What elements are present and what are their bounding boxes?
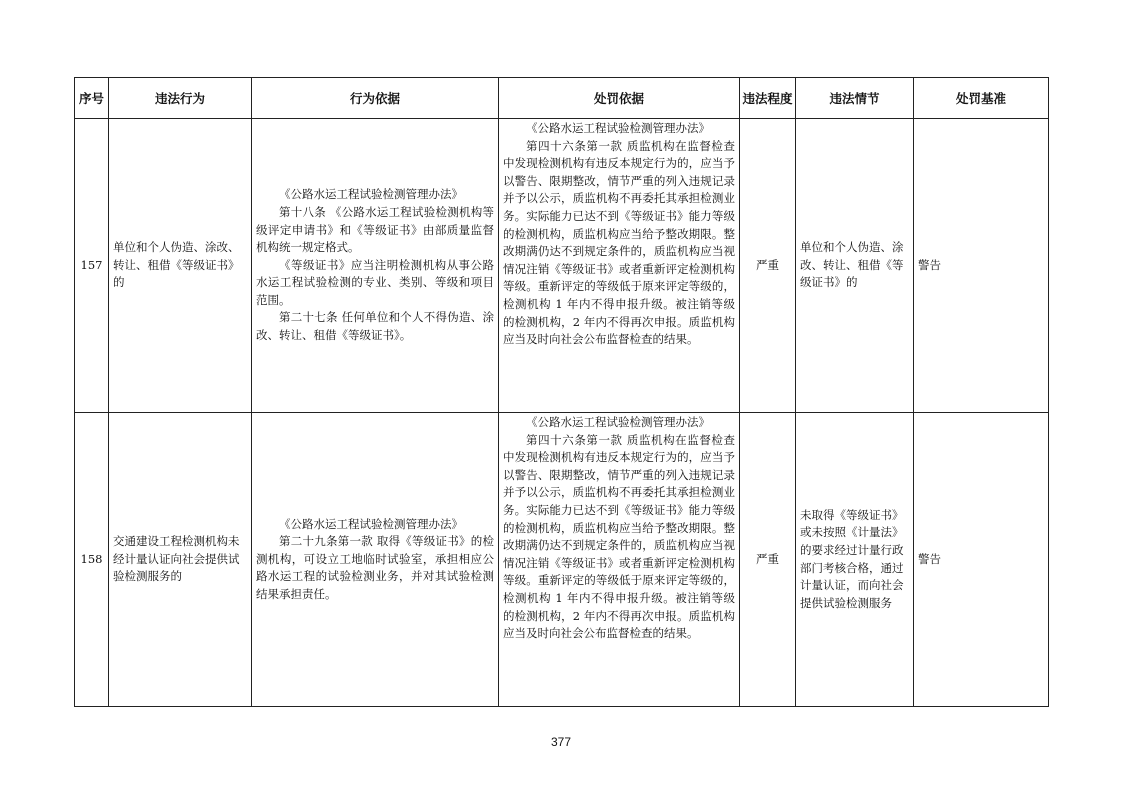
basis-paragraph: 第二十九条第一款 取得《等级证书》的检测机构，可设立工地临时试验室，承担相应公路水运工程的试验检测业务，并对其试验检测结果承担责任。	[256, 534, 494, 601]
row-number: 157	[75, 119, 109, 413]
act-basis	[252, 119, 499, 413]
table-header-row	[75, 78, 1049, 119]
penalty-basis	[499, 413, 740, 707]
basis-paragraph: 《公路水运工程试验检测管理办法》	[279, 187, 463, 202]
violation-circumstance: 未取得《等级证书》或未按照《计量法》的要求经过计量行政部门考核合格，通过计量认证，而向社会提供试验检测服务	[796, 413, 914, 707]
table-row	[75, 413, 1049, 707]
header-no: 序号	[75, 78, 109, 119]
header-violation-circumstance: 违法情节	[796, 78, 914, 119]
penalty-standard: 警告	[914, 119, 1049, 413]
act-basis	[252, 413, 499, 707]
penalty-paragraph: 《公路水运工程试验检测管理办法》	[526, 121, 710, 135]
violation-circumstance: 单位和个人伪造、涂改、转让、租借《等级证书》的	[796, 119, 914, 413]
penalty-basis	[499, 119, 740, 413]
header-act-basis: 行为依据	[252, 78, 499, 119]
violation-degree: 严重	[740, 413, 796, 707]
penalty-paragraph: 《公路水运工程试验检测管理办法》	[526, 415, 710, 429]
basis-paragraph: 第十八条 《公路水运工程试验检测机构等级评定申请书》和《等级证书》由部质量监督机构统一规定格式。	[256, 204, 494, 255]
page-number: 377	[550, 735, 572, 749]
table-row	[75, 119, 1049, 413]
row-number: 158	[75, 413, 109, 707]
basis-paragraph: 第二十七条 任何单位和个人不得伪造、涂改、转让、租借《等级证书》。	[256, 310, 494, 343]
violation-act: 交通建设工程检测机构未经计量认证向社会提供试验检测服务的	[109, 413, 252, 707]
penalty-paragraph: 第四十六条第一款 质监机构在监督检查中发现检测机构有违反本规定行为的，应当予以警告、限期整改，情节严重的列入违规记录并予以公示，质监机构不再委托其承担检测业务。实际能力已达不到《等级证书》能力等级的检测机构，质监机构应当给予整改期限。整改期满仍达不到规定条件的，质监机构应当视情况注销《等级证书》或者重新评定检测机构等级。重新评定的等级低于原来评定等级的，检测机构 1 年内不得申报升级。被注销等级的检测机构，2 年内不得再次申报。质监机构应当及时向社会公布监督检查的结果。	[503, 138, 735, 347]
basis-paragraph: 《等级证书》应当注明检测机构从事公路水运工程试验检测的专业、类别、等级和项目范围。	[256, 257, 494, 307]
header-penalty-standard: 处罚基准	[914, 78, 1049, 119]
penalty-standard: 警告	[914, 413, 1049, 707]
violation-degree: 严重	[740, 119, 796, 413]
header-violation-act: 违法行为	[109, 78, 252, 119]
header-violation-degree: 违法程度	[740, 78, 796, 119]
regulation-table	[74, 77, 1049, 707]
penalty-paragraph: 第四十六条第一款 质监机构在监督检查中发现检测机构有违反本规定行为的，应当予以警告、限期整改，情节严重的列入违规记录并予以公示，质监机构不再委托其承担检测业务。实际能力已达不到《等级证书》能力等级的检测机构，质监机构应当给予整改期限。整改期满仍达不到规定条件的，质监机构应当视情况注销《等级证书》或者重新评定检测机构等级。重新评定的等级低于原来评定等级的，检测机构 1 年内不得申报升级。被注销等级的检测机构，2 年内不得再次申报。质监机构应当及时向社会公布监督检查的结果。	[503, 432, 735, 641]
violation-act: 单位和个人伪造、涂改、转让、租借《等级证书》的	[109, 119, 252, 413]
header-penalty-basis: 处罚依据	[499, 78, 740, 119]
basis-paragraph: 《公路水运工程试验检测管理办法》	[279, 516, 463, 531]
